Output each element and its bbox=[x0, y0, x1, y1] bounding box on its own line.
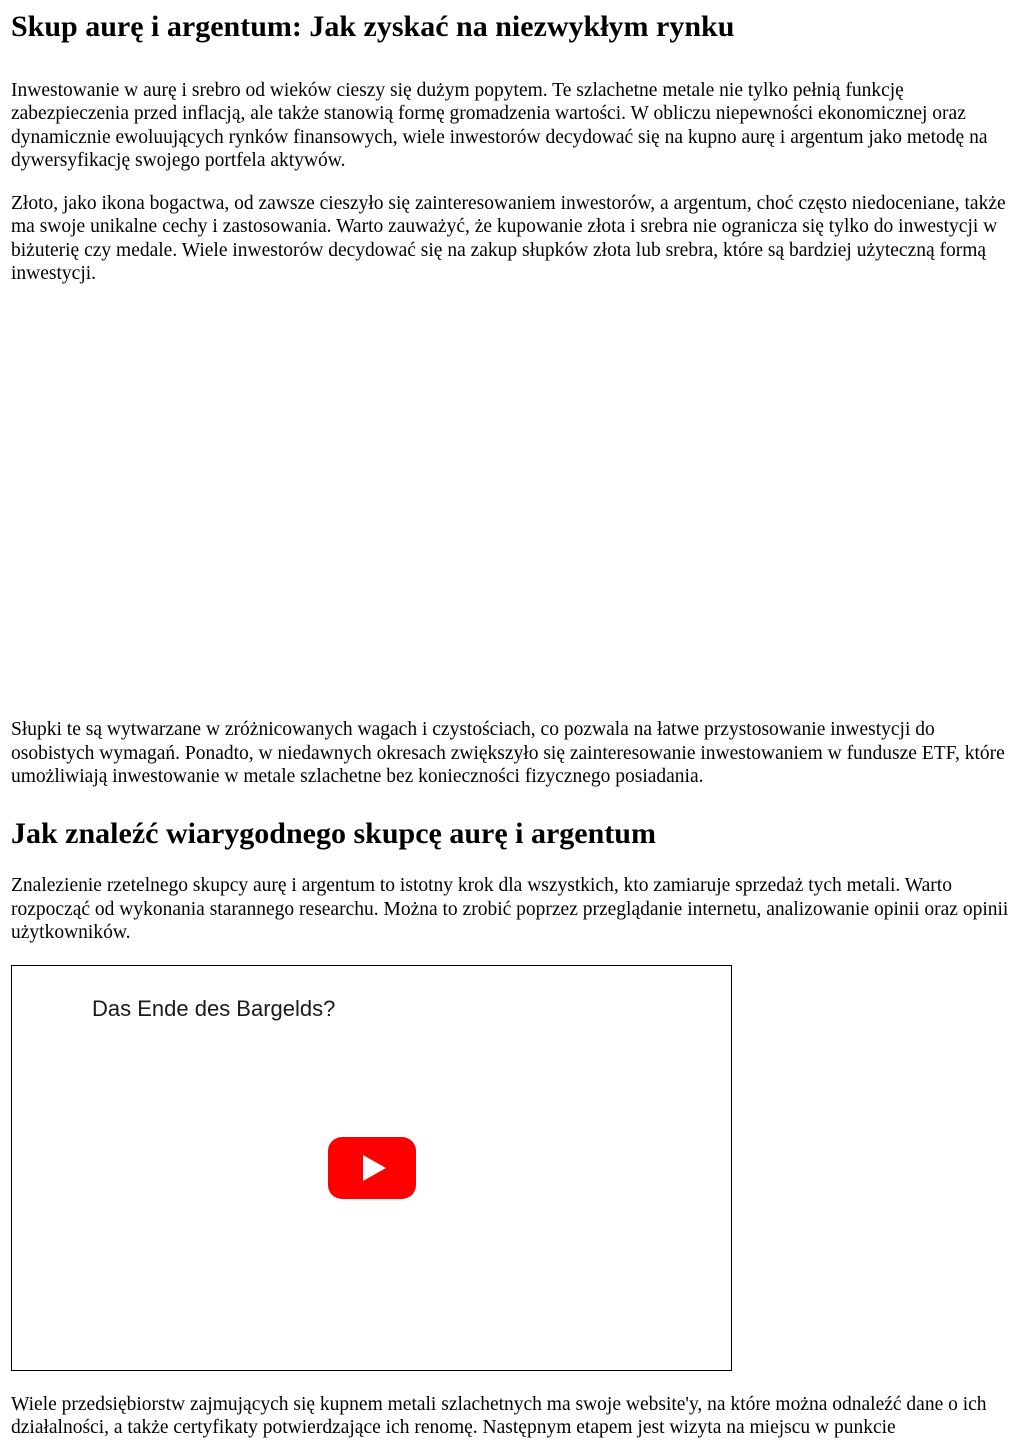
paragraph-companies: Wiele przedsiębiorstw zajmujących się kupnem metali szlachetnych ma swoje website'y, na które można odnaleźć dane o ich działalności, a także certyfikaty potwierdzające ich renomę. Następnym etapem jest wizyta na miejscu w punkcie bbox=[11, 1394, 987, 1439]
paragraph-gold-silver: Złoto, jako ikona bogactwa, od zawsze cieszyło się zainteresowaniem inwestorów, a argentum, choć często niedoceniane, także ma swoje unikalne cechy i zastosowania. Warto zauważyć, że kupowanie złota i srebra nie ogranicza się tylko do inwestycji w biżuterię czy medale. Wiele inwestorów decydować się na zakup słupków złota lub srebra, które są bardziej użyteczną formą inwestycji. bbox=[11, 193, 1006, 285]
video-title[interactable]: Das Ende des Bargelds? bbox=[92, 996, 336, 1022]
page-title: Skup aurę i argentum: Jak zyskać na niezwykłym rynku bbox=[11, 10, 735, 43]
blank-space bbox=[11, 285, 1015, 718]
paragraph-bars: Słupki te są wytwarzane w zróżnicowanych wagach i czystościach, co pozwala na łatwe przystosowanie inwestycji do osobistych wymagań. Ponadto, w niedawnych okresach zwiększyło się zainteresowanie inwestowaniem w fundusze ETF, które umożliwiają inwestowanie w metale szlachetne bez konieczności fizycznego posiadania. bbox=[11, 719, 1005, 787]
play-triangle-icon bbox=[363, 1155, 386, 1181]
youtube-play-icon[interactable] bbox=[328, 1137, 416, 1199]
section-heading: Jak znaleźć wiarygodnego skupcę aurę i argentum bbox=[11, 817, 656, 851]
article bbox=[11, 0, 1015, 1440]
video-embed[interactable] bbox=[11, 965, 732, 1371]
paragraph-intro: Inwestowanie w aurę i srebro od wieków cieszy się dużym popytem. Te szlachetne metale nie tylko pełnią funkcję zabezpieczenia przed inflacją, ale także stanowią formę gromadzenia wartości. W obliczu niepewności ekonomicznej oraz dynamicznie ewoluujących rynków finansowych, wiele inwestorów decydować się na kupno aurę i argentum jako metodę na dywersyfikację swojego portfela aktywów. bbox=[11, 80, 988, 171]
paragraph-find-buyer: Znalezienie rzetelnego skupcy aurę i argentum to istotny krok dla wszystkich, kto zamiaruje sprzedaż tych metali. Warto rozpocząć od wykonania starannego researchu. Można to zrobić poprzez przeglądanie internetu, analizowanie opinii oraz opinii użytkowników. bbox=[11, 875, 1009, 943]
